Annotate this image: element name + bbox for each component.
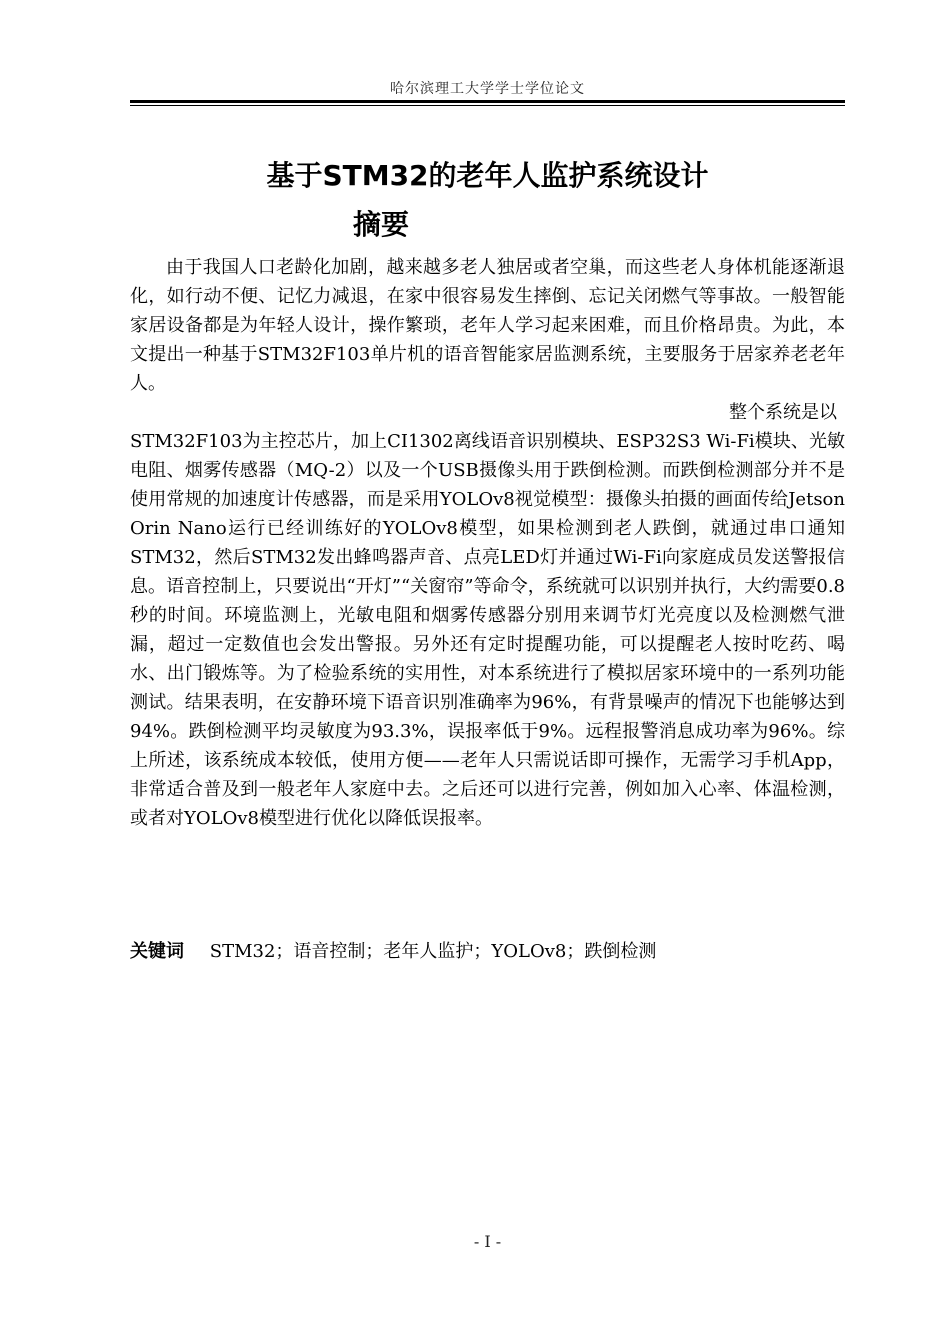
keywords-text: STM32；语音控制；老年人监护；YOLOv8；跌倒检测 (209, 941, 657, 962)
abstract-paragraph-2-text: STM32F103为主控芯片，加上CI1302离线语音识别模块、ESP32S3 Wi-Fi模块、光敏电阻、烟雾传感器（MQ-2）以及一个USB摄像头用于跌倒检测。而跌倒检测部分并不是使用常规的加速度计传感器，而是采用YOLOv8视觉模型：摄像头拍摄的画面传给Jetson Orin Nano运行已经训练好的YOLOv8模型，如果检测到老人跌倒，就通过串口通知STM32，然后STM32发出蜂鸣器声音、点亮LED灯并通过Wi-Fi向家庭成员发送警报信息。语音控制上，只要说出“开灯”“关窗帘”等命令，系统就可以识别并执行，大约需要0.8秒的时间。环境监测上，光敏电阻和烟雾传感器分别用来调节灯光亮度以及检测燃气泄漏，超过一定数值也会发出警报。另外还有定时提醒功能，可以提醒老人按时吃药、喝水、出门锻炼等。为了检验系统的实用性，对本系统进行了模拟居家环境中的一系列功能测试。结果表明，在安静环境下语音识别准确率为96%，有背景噪声的情况下也能够达到94%。跌倒检测平均灵敏度为93.3%，误报率低于9%。远程报警消息成功率为96%。综上所述，该系统成本较低，使用方便——老年人只需说话即可操作，无需学习手机App，非常适合普及到一般老年人家庭中去。之后还可以进行完善，例如加入心率、体温检测，或者对YOLOv8模型进行优化以降低误报率。 (130, 431, 845, 829)
header-rule (130, 100, 845, 103)
paper-title: 基于STM32的老年人监护系统设计 (266, 159, 709, 192)
keywords-label: 关键词 (130, 941, 184, 962)
abstract-body (130, 253, 845, 833)
abstract-heading: 摘要 (353, 208, 410, 241)
abstract-paragraph-2-lead: 整个系统是以 (729, 402, 837, 423)
keywords-line (130, 938, 845, 966)
running-header: 哈尔滨理工大学学士学位论文 (390, 81, 585, 97)
page-number: - I - (473, 1232, 502, 1251)
header-rule-thin (130, 105, 845, 106)
abstract-paragraph-2 (130, 398, 845, 833)
abstract-paragraph-1: 由于我国人口老龄化加剧，越来越多老人独居或者空巢，而这些老人身体机能逐渐退化，如行动不便、记忆力减退，在家中很容易发生摔倒、忘记关闭燃气等事故。一般智能家居设备都是为年轻人设计，操作繁琐，老年人学习起来困难，而且价格昂贵。为此，本文提出一种基于STM32F103单片机的语音智能家居监测系统，主要服务于居家养老老年人。 (130, 257, 845, 394)
